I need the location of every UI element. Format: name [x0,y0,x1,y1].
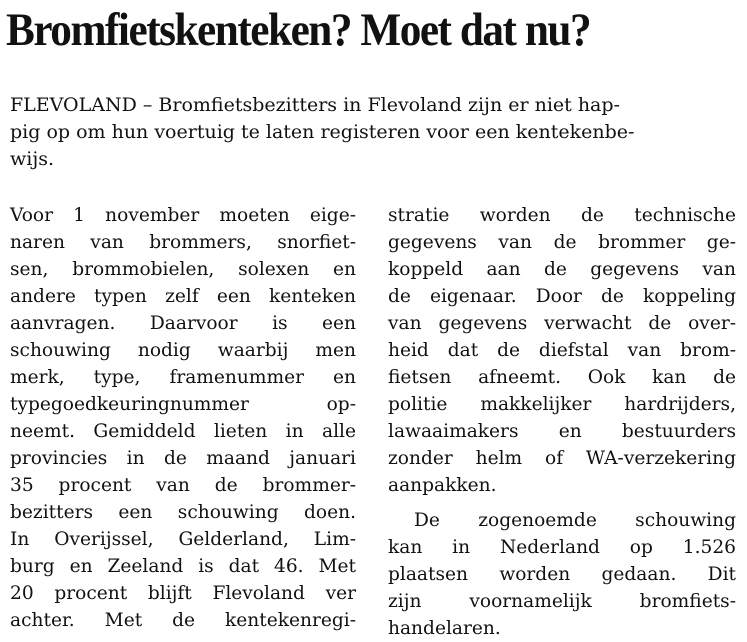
body-line: naren van brommers, snorfiet- [10,232,356,253]
body-line: neemt. Gemiddeld lieten in alle [10,421,356,442]
body-line: zonder helm of WA-verzekering [388,448,736,469]
body-line: bezitters een schouwing doen. [10,502,356,523]
lead-paragraph [10,92,730,173]
body-line: Voor 1 november moeten eige- [10,205,356,226]
headline: Bromfietskenteken? Moet dat nu? [6,4,591,56]
body-paragraph [388,507,736,642]
body-line: In Overijssel, Gelderland, Lim- [10,529,356,550]
body-line: provincies in de maand januari [10,448,356,469]
body-line: typegoedkeuringnummer op- [10,394,356,415]
body-line: De zogenoemde schouwing [414,510,736,531]
body-line: heid dat de diefstal van brom- [388,340,736,361]
body-line: plaatsen worden gedaan. Dit [388,564,736,585]
lead-line: pig op om hun voertuig te laten registeren voor een kentekenbe- [10,121,635,143]
body-column-right [388,202,736,642]
body-line: de eigenaar. Door de koppeling [388,286,736,307]
body-line: burg en Zeeland is dat 46. Met [10,556,356,577]
body-line: lawaaimakers en bestuurders [388,421,736,442]
lead-line: FLEVOLAND – Bromfietsbezitters in Flevoland zijn er niet hap- [10,94,620,116]
body-line: van gegevens verwacht de over- [388,313,736,334]
body-paragraph [388,202,736,499]
body-line: schouwing nodig waarbij men [10,340,356,361]
body-line: 20 procent blijft Flevoland ver [10,583,356,604]
body-line: handelaren. [388,618,501,639]
body-line: andere typen zelf een kenteken [10,286,356,307]
body-line: aanpakken. [388,475,497,496]
body-line: fietsen afneemt. Ook kan de [388,367,736,388]
body-line: kan in Nederland op 1.526 [388,537,736,558]
lead-line: wijs. [10,148,55,170]
body-line: gegevens van de brommer ge- [388,232,736,253]
body-line: achter. Met de kentekenregi- [10,610,356,631]
body-line: stratie worden de technische [388,205,736,226]
body-line: merk, type, framenummer en [10,367,356,388]
body-line: aanvragen. Daarvoor is een [10,313,356,334]
body-line: koppeld aan de gegevens van [388,259,736,280]
body-column-left [10,202,356,634]
body-line: zijn voornamelijk bromfiets- [388,591,736,612]
body-line: 35 procent van de brommer- [10,475,356,496]
body-line: politie makkelijker hardrijders, [388,394,736,415]
body-line: sen, brommobielen, solexen en [10,259,356,280]
